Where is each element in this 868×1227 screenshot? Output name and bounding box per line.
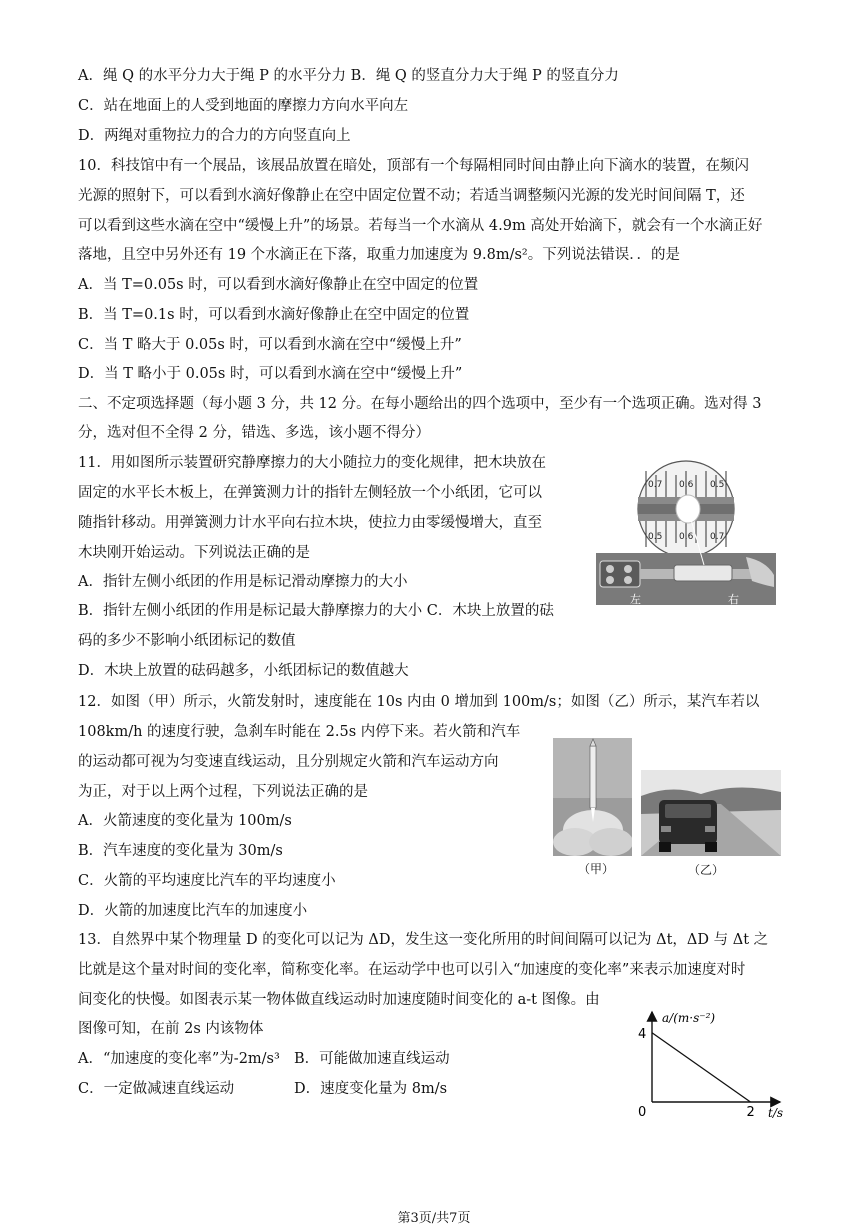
section2-heading-line2: 分，选对但不全得 2 分，错选、多选，该小题不得分）	[78, 425, 430, 441]
rocket-photo	[553, 738, 632, 856]
q13-option-c: C．一定做减速直线运动	[78, 1081, 235, 1097]
car-photo-svg	[641, 770, 781, 856]
q10-stem-line3: 可以看到这些水滴在空中“缓慢上升”的场景。若每当一个水滴从 4.9m 高处开始滴下，就会有一个水滴正好	[78, 218, 763, 234]
x-axis-label: t/s	[768, 1106, 784, 1120]
origin-tick-label: 0	[638, 1105, 647, 1120]
q12-option-b: B．汽车速度的变化量为 30m/s	[78, 843, 283, 859]
q9-option-a: A．绳 Q 的水平分力大于绳 P 的水平分力 B．绳 Q 的竖直分力大于绳 P 的竖直分力	[78, 68, 619, 84]
q12-stem-line1: 12．如图（甲）所示，火箭发射时，速度能在 10s 内由 0 增加到 100m/s；如图（乙）所示，某汽车若以	[78, 694, 760, 710]
scale-label-bottom-right: 0.7	[710, 532, 725, 542]
q11-option-b: B．指针左侧小纸团的作用是标记最大静摩擦力的大小 C．木块上放置的砝	[78, 603, 554, 619]
y-axis-label: a/(m·s⁻²)	[662, 1011, 716, 1025]
q13-option-d: D．速度变化量为 8m/s	[294, 1081, 448, 1097]
car-photo	[641, 770, 781, 856]
x-tick-label-2: 2	[746, 1105, 755, 1120]
a-t-chart	[630, 1010, 800, 1125]
scale-label-bottom-left: 0.5	[648, 532, 663, 542]
q9-option-c: C．站在地面上的人受到地面的摩擦力方向水平向左	[78, 98, 409, 114]
q10-option-b: B．当 T=0.1s 时，可以看到水滴好像静止在空中固定的位置	[78, 307, 470, 323]
q13-option-b: B．可能做加速直线运动	[294, 1051, 450, 1067]
figure-label-left: 左	[630, 593, 641, 605]
q10-option-d: D．当 T 略小于 0.05s 时，可以看到水滴在空中“缓慢上升”	[78, 366, 463, 382]
q11-stem-line3: 随指针移动。用弹簧测力计水平向右拉木块，使拉力由零缓慢增大，直至	[78, 515, 542, 531]
scale-label-top-left: 0.7	[648, 480, 663, 490]
page-footer: 第3页/共7页	[397, 1211, 471, 1226]
rocket-photo-svg	[553, 738, 632, 856]
q10-stem-line4: 落地，且空中另外还有 19 个水滴正在下落，取重力加速度为 9.8m/s²。下列说法错误．．的是	[78, 247, 680, 263]
q12-option-d: D．火箭的加速度比汽车的加速度小	[78, 903, 308, 919]
q11-spring-scale-figure	[596, 457, 776, 605]
q12-option-c: C．火箭的平均速度比汽车的平均速度小	[78, 873, 336, 889]
q10-stem-line2: 光源的照射下，可以看到水滴好像静止在空中固定位置不动；若适当调整频闪光源的发光时间间隔 T，还	[78, 188, 745, 204]
q12-stem-line2: 108km/h 的速度行驶，急刹车时能在 2.5s 内停下来。若火箭和汽车	[78, 724, 521, 740]
q13-stem-line3: 间变化的快慢。如图表示某一物体做直线运动时加速度随时间变化的 a-t 图像。由	[78, 992, 600, 1008]
section2-heading-line1: 二、不定项选择题（每小题 3 分，共 12 分。在每小题给出的四个选项中，至少有一个选项正确。选对得 3	[78, 396, 762, 412]
q13-option-a: A．“加速度的变化率”为-2m/s³	[78, 1051, 280, 1067]
q10-option-a: A．当 T=0.05s 时，可以看到水滴好像静止在空中固定的位置	[78, 277, 479, 293]
a-t-series-line	[652, 1033, 750, 1102]
figure-label-right: 右	[728, 593, 739, 605]
q9-option-d: D．两绳对重物拉力的合力的方向竖直向上	[78, 128, 351, 144]
q11-stem-line4: 木块刚开始运动。下列说法正确的是	[78, 545, 310, 561]
q12-stem-line4: 为正，对于以上两个过程，下列说法正确的是	[78, 784, 368, 800]
q11-stem-line2: 固定的水平长木板上，在弹簧测力计的指针左侧轻放一个小纸团，它可以	[78, 485, 542, 501]
q11-stem-line1: 11．用如图所示装置研究静摩擦力的大小随拉力的变化规律，把木块放在	[78, 455, 546, 471]
q12-option-a: A．火箭速度的变化量为 100m/s	[78, 813, 292, 829]
q11-option-d: D．木块上放置的砝码越多，小纸团标记的数值越大	[78, 663, 409, 679]
q11-figure-svg	[596, 457, 776, 605]
q10-stem-line1: 10．科技馆中有一个展品，该展品放置在暗处，顶部有一个每隔相同时间由静止向下滴水的装置，在频闪	[78, 158, 749, 174]
caption-yi: （乙）	[688, 863, 725, 877]
q11-option-a: A．指针左侧小纸团的作用是标记滑动摩擦力的大小	[78, 574, 408, 590]
scale-label-top-right: 0.5	[710, 480, 725, 490]
q11-option-b-cont: 码的多少不影响小纸团标记的数值	[78, 633, 296, 649]
q13-stem-line2: 比就是这个量对时间的变化率，简称变化率。在运动学中也可以引入“加速度的变化率”来表示加速度对时	[78, 962, 746, 978]
q13-stem-line1: 13．自然界中某个物理量 D 的变化可以记为 ΔD，发生这一变化所用的时间间隔可以记为 Δt，ΔD 与 Δt 之	[78, 932, 769, 948]
scale-label-bottom-mid: 0.6	[679, 532, 694, 542]
q12-stem-line3: 的运动都可视为匀变速直线运动，且分别规定火箭和汽车运动方向	[78, 754, 499, 770]
scale-label-top-mid: 0.6	[679, 480, 694, 490]
caption-jia: （甲）	[578, 862, 615, 876]
q10-option-c: C．当 T 略大于 0.05s 时，可以看到水滴在空中“缓慢上升”	[78, 337, 462, 353]
y-tick-label-4: 4	[638, 1026, 647, 1042]
q13-stem-line4: 图像可知，在前 2s 内该物体	[78, 1021, 264, 1037]
